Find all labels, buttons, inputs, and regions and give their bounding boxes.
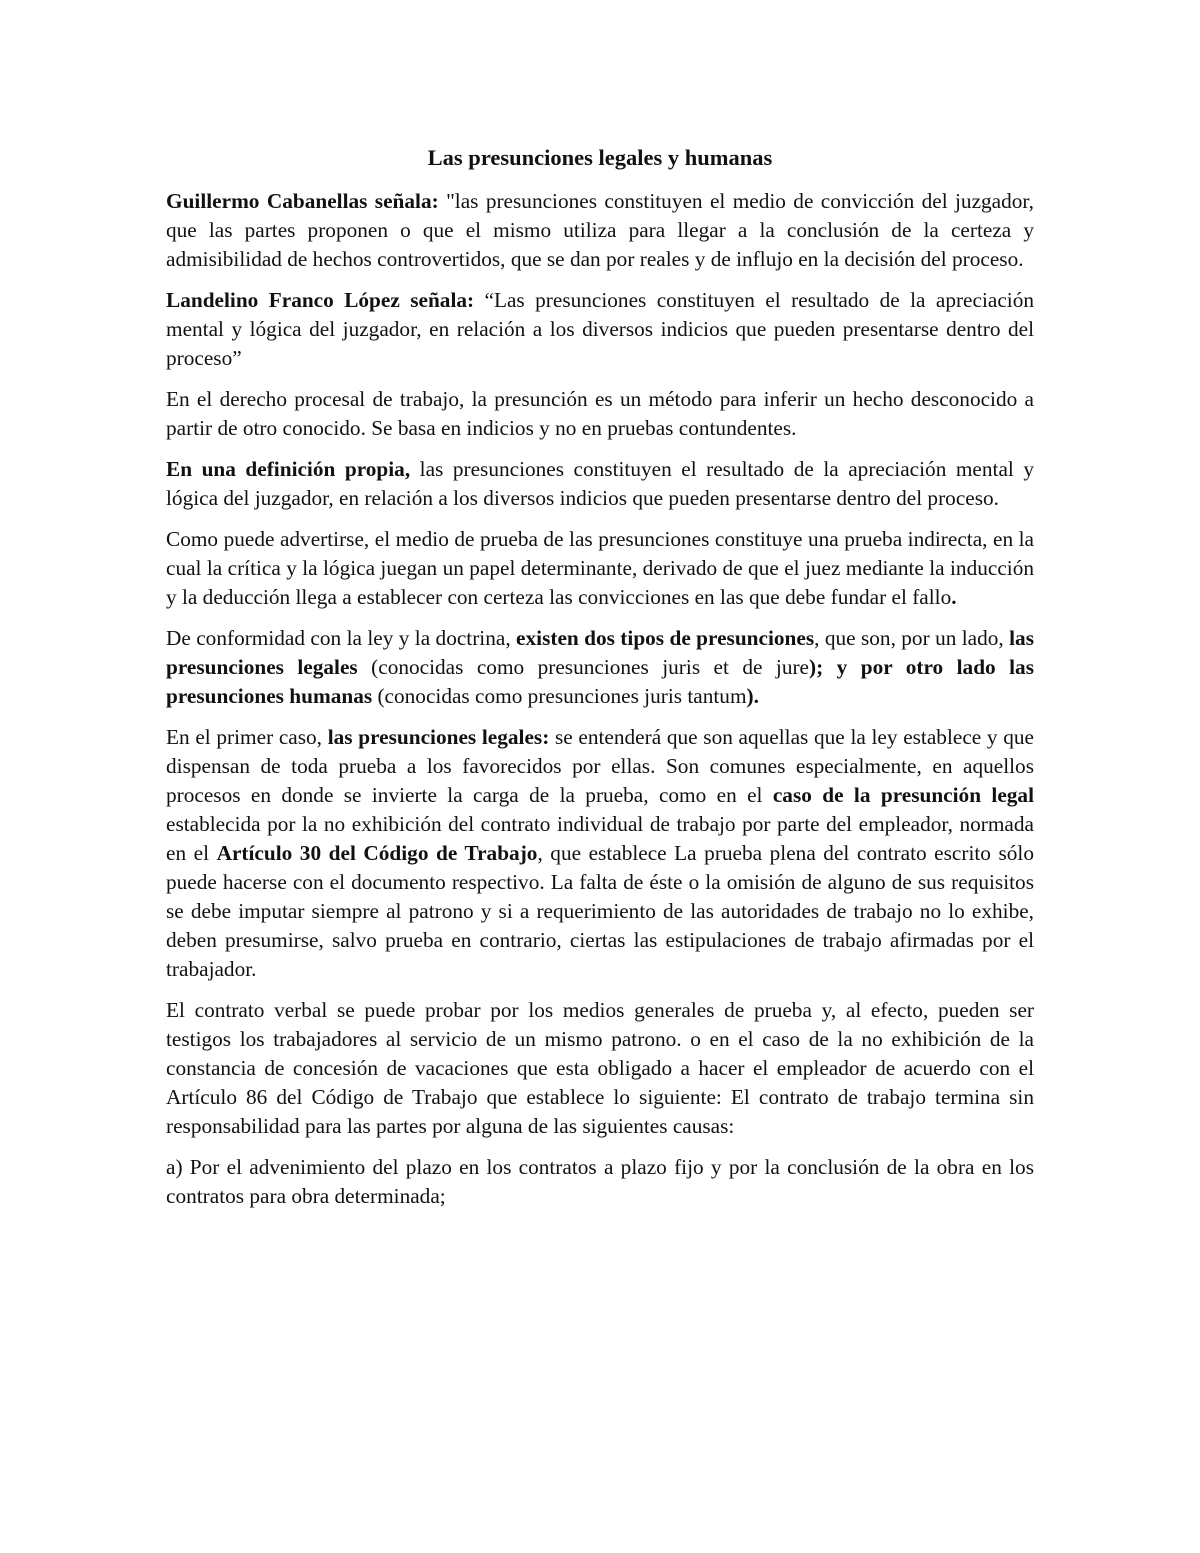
text-run: De conformidad con la ley y la doctrina, [166,626,517,650]
text-run: las presunciones constituyen el resultado de la apreciación mental y lógica del juzgador, en relación a los diversos indicios que pueden presentarse dentro del proceso. [166,457,1034,510]
bold-text-run: las presunciones legales [166,626,1034,679]
paragraph [166,187,1034,274]
paragraph [166,286,1034,373]
text-run: establecida por la no exhibición del contrato individual de trabajo por parte del empleador, normada en el [166,812,1034,865]
paragraph [166,723,1034,984]
paragraph [166,455,1034,513]
bold-text-run: ); y por otro lado las presunciones humanas [166,655,1034,708]
text-run: , que establece La prueba plena del contrato escrito sólo puede hacerse con el documento respectivo. La falta de éste o la omisión de alguno de sus requisitos se debe imputar siempre al patrono y si a requerimiento de las autoridades de trabajo no lo exhibe, deben presumirse, salvo prueba en contrario, ciertas las estipulaciones de trabajo afirmadas por el trabajador. [166,841,1034,981]
bold-text-run: caso de la presunción legal [772,783,1034,807]
text-run: (conocidas como presunciones juris tantum [372,684,747,708]
paragraph [166,525,1034,612]
bold-text-run: . [951,585,957,609]
document-title: Las presunciones legales y humanas [427,145,773,170]
document-body [166,187,1034,1211]
text-run: En el primer caso, [166,725,328,749]
paragraph [166,385,1034,443]
text-run: , que son, por un lado, [814,626,1010,650]
text-run: "las presunciones constituyen el medio de convicción del juzgador, que las partes proponen o que el mismo utiliza para llegar a la conclusión de la certeza y admisibilidad de hechos controvertidos, que se dan por reales y de influjo en la decisión del proceso. [166,189,1034,271]
text-run: “Las presunciones constituyen el resultado de la apreciación mental y lógica del juzgador, en relación a los diversos indicios que pueden presentarse dentro del proceso” [166,288,1034,370]
bold-text-run: Landelino Franco López señala: [166,288,475,312]
bold-text-run: las presunciones legales: [327,725,550,749]
bold-text-run: En una definición propia, [166,457,411,481]
paragraph [166,1153,1034,1211]
text-run: Como puede advertirse, el medio de prueba de las presunciones constituye una prueba indirecta, en la cual la crítica y la lógica juegan un papel determinante, derivado de que el juez mediante la inducción y la deducción llega a establecer con certeza las convicciones en las que debe fundar el fallo [166,527,1034,609]
text-run: se entenderá que son aquellas que la ley establece y que dispensan de toda prueba a los favorecidos por ellas. Son comunes especialmente, en aquellos procesos en donde se invierte la carga de la prueba, como en el [166,725,1034,807]
bold-text-run: Guillermo Cabanellas señala: [166,189,439,213]
text-run: (conocidas como presunciones juris et de jure [357,655,810,679]
paragraph [166,996,1034,1141]
bold-text-run: Artículo 30 del Código de Trabajo [216,841,538,865]
text-run: El contrato verbal se puede probar por los medios generales de prueba y, al efecto, pueden ser testigos los trabajadores al servicio de un mismo patrono. o en el caso de la no exhibición de la constancia de concesión de vacaciones que esta obligado a hacer el empleador de acuerdo con el Artículo 86 del Código de Trabajo que establece lo siguiente: El contrato de trabajo termina sin responsabilidad para las partes por alguna de las siguientes causas: [166,998,1034,1138]
text-run: a) Por el advenimiento del plazo en los contratos a plazo fijo y por la conclusión de la obra en los contratos para obra determinada; [166,1155,1034,1208]
bold-text-run: existen dos tipos de presunciones [516,626,815,650]
bold-text-run: ). [746,684,759,708]
paragraph [166,624,1034,711]
text-run: En el derecho procesal de trabajo, la presunción es un método para inferir un hecho desconocido a partir de otro conocido. Se basa en indicios y no en pruebas contundentes. [166,387,1034,440]
